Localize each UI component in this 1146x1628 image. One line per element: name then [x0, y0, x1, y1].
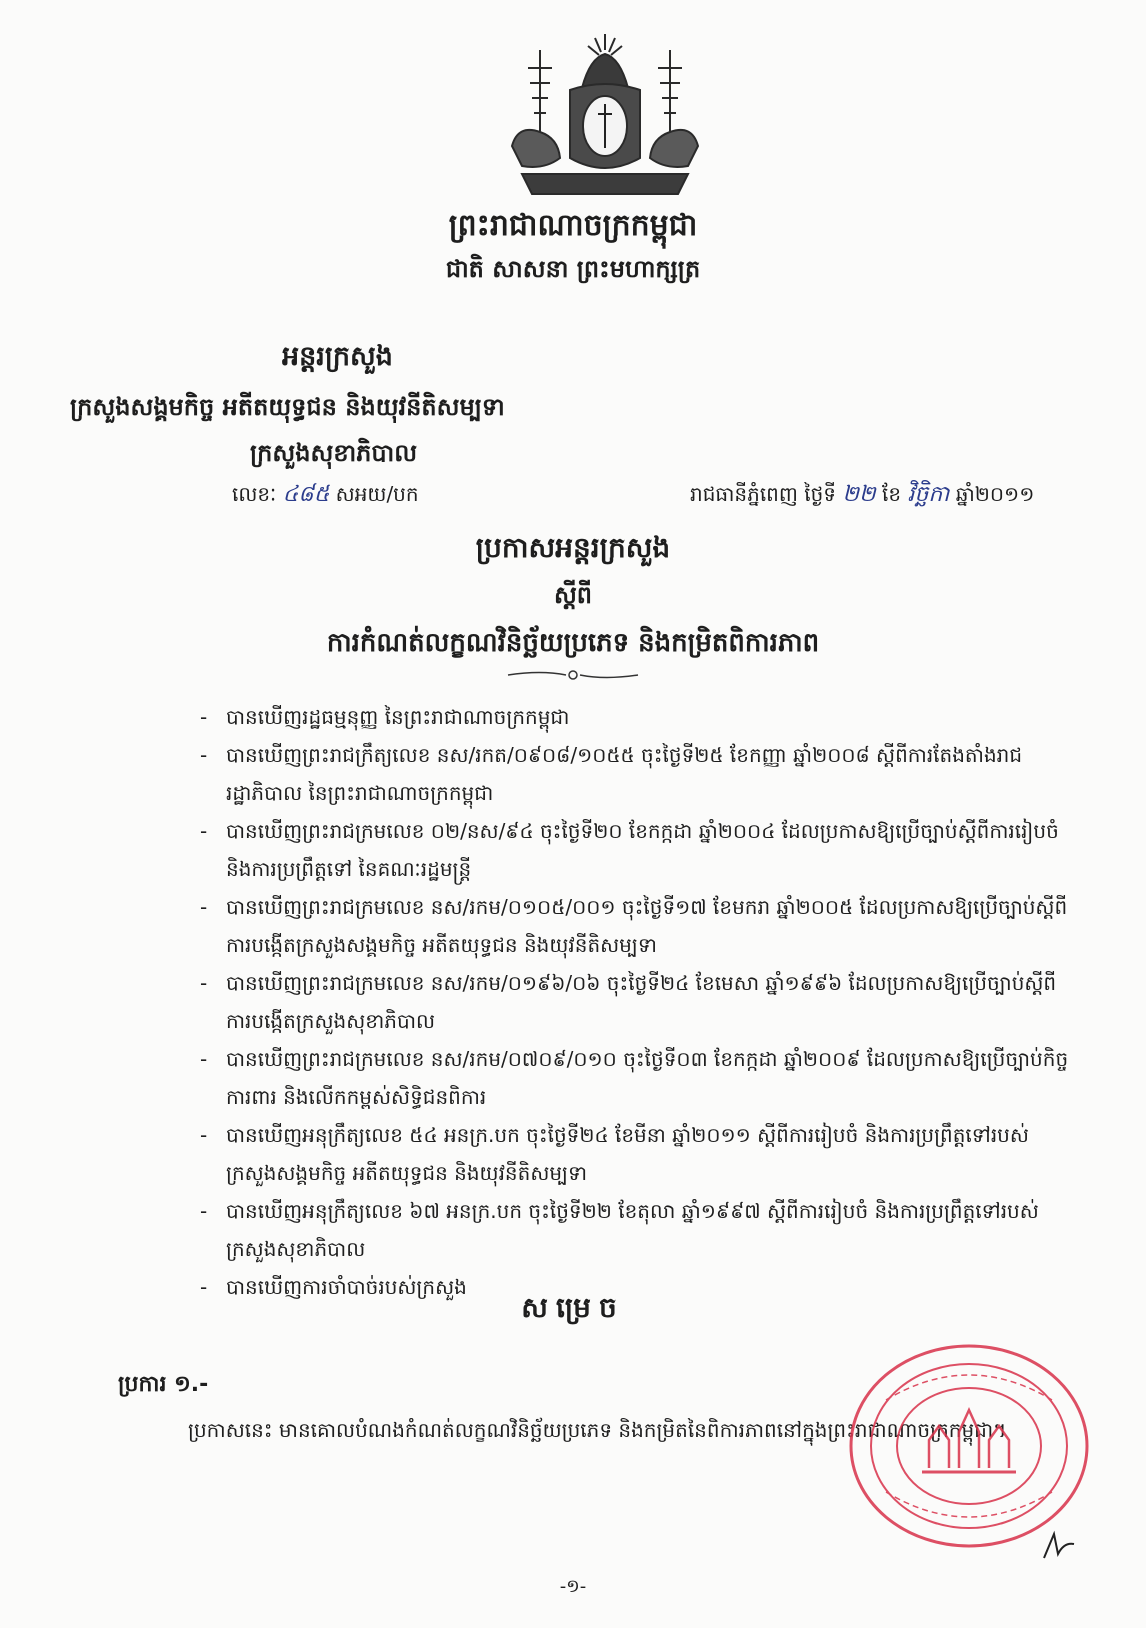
article-1-heading: ប្រការ ១.- [118, 1372, 209, 1397]
preamble-item: - បានឃើញព្រះរាជក្រមលេខ ០២/នស/៩៤ ចុះថ្ងៃទី២០ ខែកក្កដា ឆ្នាំ២០០៤ ដែលប្រកាសឱ្យប្រើច្បាប់ស្តីពីការរៀបចំ និងការប្រព្រឹត្តទៅ នៃគណៈរដ្ឋមន្ត្រី [200, 812, 1070, 888]
preamble-item: - បានឃើញព្រះរាជក្រមលេខ នស/រកម/០១៩៦/០៦ ចុះថ្ងៃទី២៤ ខែមេសា ឆ្នាំ១៩៩៦ ដែលប្រកាសឱ្យប្រើច្បាប់ស្តីពីការបង្កើតក្រសួងសុខាភិបាល [200, 964, 1070, 1040]
preamble-item: - បានឃើញអនុក្រឹត្យលេខ ៥៤ អនក្រ.បក ចុះថ្ងៃទី២៤ ខែមីនា ឆ្នាំ២០១១ ស្តីពីការរៀបចំ និងការប្រព្រឹត្តទៅរបស់ក្រសួងសង្គមកិច្ច អតីតយុទ្ធជន និងយុវនីតិសម្បទា [200, 1116, 1070, 1192]
preamble-item: - បានឃើញព្រះរាជក្រមលេខ នស/រកម/០៧០៩/០១០ ចុះថ្ងៃទី០៣ ខែកក្កដា ឆ្នាំ២០០៩ ដែលប្រកាសឱ្យប្រើច្បាប់កិច្ចការពារ និងលើកកម្ពស់សិទ្ធិជនពិការ [200, 1040, 1070, 1116]
reference-handwritten-number: ៤៨៥ [282, 482, 330, 507]
decision-heading: សម្រេច [521, 1291, 625, 1324]
reference-label: លេខៈ [232, 482, 277, 506]
signature-icon [1040, 1524, 1080, 1564]
inter-ministerial-heading: អន្តរក្រសួង [282, 341, 393, 372]
kingdom-title: ព្រះរាជាណាចក្រកម្ពុជា [448, 208, 698, 243]
ministry-health: ក្រសួងសុខាភិបាល [250, 439, 418, 467]
date-month-label: ខែ [882, 482, 902, 506]
proclamation-title: ប្រកាសអន្តរក្រសួង [475, 531, 671, 564]
preamble-item: - បានឃើញការចាំបាច់របស់ក្រសួង [200, 1268, 1070, 1306]
proclamation-subject: ការកំណត់លក្ខណវិនិច្ឆ័យប្រភេទ និងកម្រិតពិការភាព [326, 628, 820, 658]
reference-suffix: សអយ/បក [335, 482, 419, 506]
national-motto: ជាតិ សាសនា ព្រះមហាក្សត្រ [445, 255, 701, 283]
article-1-body: ប្រកាសនេះ មានគោលបំណងកំណត់លក្ខណវិនិច្ឆ័យប្រភេទ និងកម្រិតនៃពិការភាពនៅក្នុងព្រះរាជាណាចក្រកម្ពុជា។ [188, 1418, 1007, 1442]
date-year: ឆ្នាំ២០១១ [955, 482, 1035, 506]
divider-flourish-icon [506, 668, 640, 682]
ministry-social-affairs: ក្រសួងសង្គមកិច្ច អតីតយុទ្ធជន និងយុវនីតិសម្បទា [70, 393, 505, 421]
proclamation-about: ស្តីពី [553, 581, 593, 609]
date-month-handwritten: វិច្ឆិកា [907, 482, 950, 507]
date-place-day: រាជធានីភ្នំពេញ ថ្ងៃទី [690, 482, 837, 506]
reference-number [232, 480, 419, 512]
official-seal-stamp-icon [846, 1340, 1092, 1552]
date-day-handwritten: ២២ [842, 482, 876, 507]
royal-coat-of-arms-icon [500, 28, 710, 206]
preamble-item: - បានឃើញព្រះរាជក្រឹត្យលេខ នស/រកត/០៩០៨/១០៥៥ ចុះថ្ងៃទី២៥ ខែកញ្ញា ឆ្នាំ២០០៨ ស្តីពីការតែងតាំងរាជរដ្ឋាភិបាល នៃព្រះរាជាណាចក្រកម្ពុជា [200, 736, 1070, 812]
date-line [690, 480, 1034, 512]
preamble-list [200, 698, 1070, 1306]
preamble-item: - បានឃើញរដ្ឋធម្មនុញ្ញ នៃព្រះរាជាណាចក្រកម្ពុជា [200, 698, 1070, 736]
preamble-item: - បានឃើញព្រះរាជក្រមលេខ នស/រកម/០១០៥/០០១ ចុះថ្ងៃទី១៧ ខែមករា ឆ្នាំ២០០៥ ដែលប្រកាសឱ្យប្រើច្បាប់ស្តីពីការបង្កើតក្រសួងសង្គមកិច្ច អតីតយុទ្ធជន និងយុវនីតិសម្បទា [200, 888, 1070, 964]
preamble-item: - បានឃើញអនុក្រឹត្យលេខ ៦៧ អនក្រ.បក ចុះថ្ងៃទី២២ ខែតុលា ឆ្នាំ១៩៩៧ ស្តីពីការរៀបចំ និងការប្រព្រឹត្តទៅរបស់ក្រសួងសុខាភិបាល [200, 1192, 1070, 1268]
page-number: -១- [559, 1576, 587, 1597]
